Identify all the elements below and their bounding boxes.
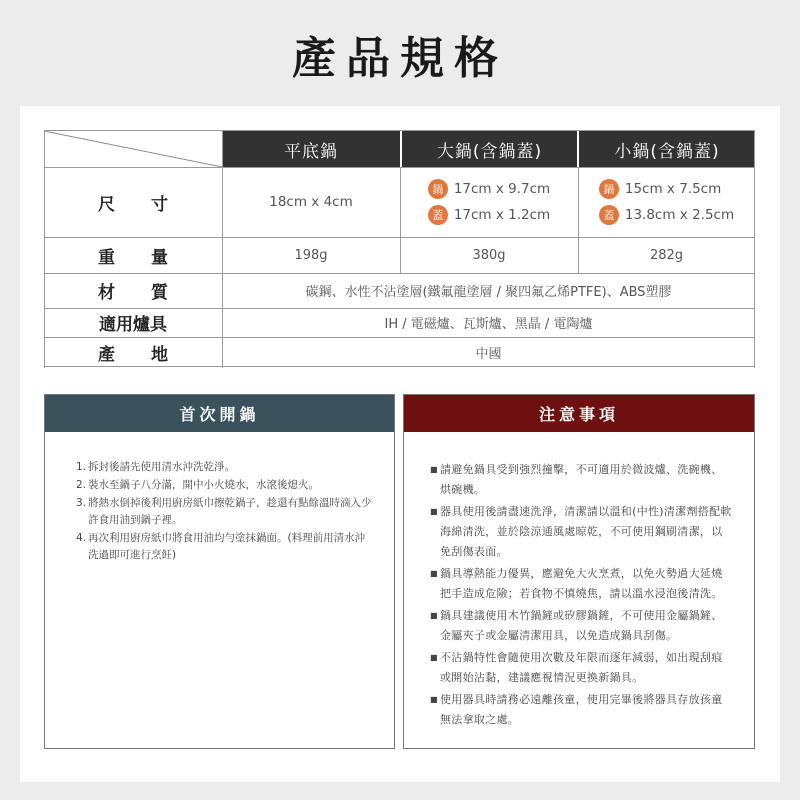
bullet-icon: ■ (430, 507, 438, 516)
size-small-pot (578, 167, 755, 237)
lid-badge-icon: 蓋 (428, 205, 448, 225)
column-header-large-pot: 大鍋(含鍋蓋) (402, 131, 577, 167)
size-line: 蓋 13.8cm x 2.5cm (599, 205, 734, 225)
list-item: ■ 請避免鍋具受到強烈撞擊，不可適用於微波爐、洗碗機、烘碗機。 (430, 460, 732, 500)
bullet-icon: ■ (430, 695, 438, 704)
list-item: ■ 器具使用後請盡速洗淨，清潔請以溫和(中性)清潔劑搭配軟海綿清洗，並於陰涼通風處晾乾，不可使用鋼刷清潔，以免刮傷表面。 (430, 502, 732, 562)
bullet-icon: ■ (430, 569, 438, 578)
page-title: 產品規格 (292, 33, 508, 84)
row-label-material: 材質 (98, 283, 204, 303)
lid-badge-icon: 蓋 (599, 205, 619, 225)
list-item: ■ 不沾鍋特性會隨使用次數及年限而逐年減弱，如出現刮痕或開始沾黏，建議應視情況更換新鍋具。 (430, 648, 732, 688)
size-line: 蓋 17cm x 1.2cm (428, 205, 550, 225)
row-label-size: 尺寸 (98, 194, 204, 215)
list-item: 2. 裝水至鍋子八分滿，開中小火燒水，水滾後熄火。 (76, 479, 319, 491)
list-item: 1. 拆封後請先使用清水沖洗乾淨。 (76, 461, 235, 473)
column-header-flat-pan: 平底鍋 (222, 131, 400, 167)
origin-value: 中國 (475, 347, 502, 362)
list-item: ■ 使用器具時請務必遠離孩童，使用完畢後將器具存放孩童無法拿取之處。 (430, 690, 732, 730)
stove-value: IH / 電磁爐、瓦斯爐、黑晶 / 電陶爐 (384, 317, 593, 332)
row-label-origin: 產地 (98, 345, 204, 365)
column-header-small-pot: 小鍋(含鍋蓋) (579, 131, 755, 167)
cautions-title: 注意事項 (404, 395, 754, 432)
cautions-list (404, 432, 754, 730)
weight-large-pot: 380g (472, 247, 506, 263)
first-use-title: 首次開鍋 (45, 395, 394, 432)
pot-badge-icon: 鍋 (599, 179, 619, 199)
size-flat-pan: 18cm x 4cm (269, 194, 353, 210)
weight-small-pot: 282g (649, 247, 684, 263)
spec-sheet (20, 106, 780, 782)
list-item: ■ 鍋具建議使用木竹鍋鏟或矽膠鍋鏟，不可使用金屬鍋鏟、金屬夾子或金屬清潔用具，以免造成鍋具刮傷。 (430, 606, 732, 646)
row-label-weight: 重量 (98, 247, 204, 268)
bullet-icon: ■ (430, 611, 438, 620)
diagonal-corner-cell (44, 131, 222, 167)
size-line: 鍋 15cm x 7.5cm (599, 179, 721, 199)
size-large-pot (400, 167, 578, 237)
bullet-icon: ■ (430, 653, 438, 662)
row-label-stove: 適用爐具 (99, 315, 167, 335)
size-line: 鍋 17cm x 9.7cm (428, 179, 550, 199)
bullet-icon: ■ (430, 465, 438, 474)
list-item: ■ 鍋具導熱能力優異，應避免大火烹煮，以免火勢過大延燒把手造成危險；若食物不慎燒焦，請以溫水浸泡後清洗。 (430, 564, 732, 604)
pot-badge-icon: 鍋 (428, 179, 448, 199)
spec-table (44, 130, 755, 367)
first-use-steps (45, 432, 394, 564)
cautions-panel (403, 394, 755, 749)
weight-flat-pan: 198g (294, 247, 328, 263)
material-value: 碳鋼、水性不沾塗層(鐵氟龍塗層 / 聚四氟乙烯PTFE)、ABS塑膠 (305, 285, 672, 300)
first-use-panel (44, 394, 395, 749)
list-item: 3. 將熱水倒掉後利用廚房紙巾擦乾鍋子，趁還有點餘溫時滴入少許食用油到鍋子裡。 (76, 497, 372, 526)
list-item: 4. 再次利用廚房紙巾將食用油均勻塗抹鍋面。(料理前用清水沖洗過即可進行烹飪) (76, 532, 366, 561)
